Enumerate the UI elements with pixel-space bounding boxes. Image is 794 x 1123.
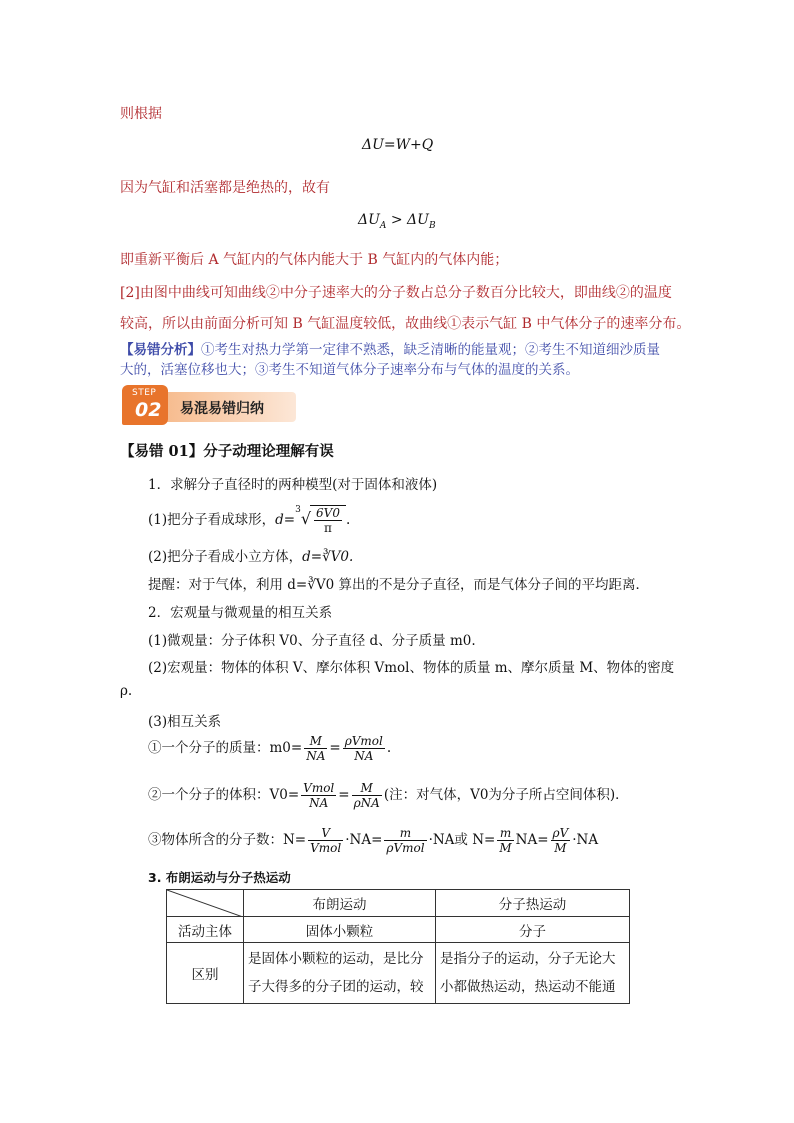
item-line: (2)宏观量：物体的体积 V、摩尔体积 Vmol、物体的质量 m、摩尔质量 M、物体的密度 [148, 660, 675, 676]
fraction-numerator: 6V0 [316, 506, 340, 520]
error-analysis-text: 大的，活塞位移也大；③考生不知道气体分子速率分布与气体的温度的关系。 [120, 362, 579, 378]
fraction-numerator: V [308, 826, 343, 841]
fraction-numerator: ρV [552, 826, 569, 840]
relation-text: NA= [515, 832, 549, 848]
section-heading: 【易错 01】分子动理论理解有误 [120, 443, 334, 460]
fraction [308, 826, 343, 855]
table-cell-line: 小都做热运动，热运动不能通 [440, 979, 616, 995]
item-line: ρ. [120, 683, 133, 699]
fraction-denominator: ρVmol [386, 841, 425, 855]
equation-first-law: ΔU=W+Q [362, 137, 434, 153]
intro-line: 因为气缸和活塞都是绝热的，故有 [120, 180, 330, 196]
item-line-cube [148, 545, 353, 565]
relation-mass: ①一个分子的质量：m0= $\frac{M}{NA}$ = $\frac{\text{ρVmol}}{NA}$ . [148, 734, 392, 763]
eq-term: > ΔU [386, 212, 429, 228]
eq-sub: B [428, 220, 436, 231]
relation-text: ③物体所含的分子数：N= [148, 832, 307, 848]
relation-count [148, 826, 598, 855]
fraction [343, 734, 385, 763]
item-text: (1)把分子看成球形， [148, 512, 276, 528]
table-cell-line: 子大得多的分子团的运动，较 [248, 979, 424, 995]
table-cell: 固体小颗粒 [244, 917, 436, 943]
step-title: 易混易错归纳 [180, 401, 264, 417]
relation-volume: ②一个分子的体积：V0= $\frac{\text{Vmol}}{NA}$ = $\frac{M}{\text{ρNA}}$ (注：对气体，V0为分子所占空间体积)． [148, 781, 629, 810]
item-line: (1)微观量：分子体积 V0、分子直径 d、分子质量 m0. [148, 633, 476, 649]
equation-inequality [358, 212, 436, 231]
intro-line: 较高，所以由前面分析可知 B 气缸温度较低，故曲线①表示气缸 B 中气体分子的速率分布。 [120, 316, 691, 332]
item-line: (3)相互关系 [148, 714, 222, 730]
step-badge [122, 385, 168, 425]
intro-line: [2]由图中曲线可知曲线②中分子速率大的分子数占总分子数百分比较大，即曲线②的温度 [120, 285, 672, 301]
table-header-cell: 分子热运动 [436, 890, 630, 917]
fraction-denominator: NA [354, 749, 374, 763]
table-cell [244, 943, 436, 1004]
diagonal-divider [167, 890, 243, 917]
relation-text: ·NA或 N= [428, 832, 496, 848]
fraction [352, 781, 382, 810]
table-header-cell: 布朗运动 [244, 890, 436, 917]
eq-term: ΔU [358, 212, 380, 228]
fraction-numerator: M [304, 734, 327, 749]
fraction [497, 826, 513, 855]
fraction-denominator: NA [309, 796, 329, 810]
error-analysis [120, 338, 660, 358]
fraction [551, 826, 571, 855]
table-row [167, 890, 630, 917]
intro-line: 则根据 [120, 106, 162, 122]
fraction-numerator: m [497, 826, 513, 841]
item-title: 2．宏观量与微观量的相互关系 [148, 605, 333, 621]
formula: d=∛V0. [302, 549, 354, 565]
fraction-denominator: M [499, 841, 512, 855]
eq-sub: A [379, 220, 387, 231]
table-row-label: 区别 [167, 943, 244, 1004]
item-line-sphere: (1)把分子看成球形，d=$^3$√ $\frac{6V0}{\pi}$ . [148, 505, 351, 535]
fraction-denominator: NA [306, 749, 326, 763]
relation-text: ·NA= [345, 832, 383, 848]
table-cell [436, 943, 630, 1004]
fraction-numerator: ρVmol [344, 734, 383, 748]
relation-text: ·NA [572, 832, 599, 848]
relation-text: ①一个分子的质量：m0= [148, 740, 303, 756]
fraction-numerator: M [352, 781, 382, 796]
table-cell-line: 是指分子的运动，分子无论大 [440, 951, 616, 967]
table-row-label: 活动主体 [167, 917, 244, 943]
fraction [314, 506, 342, 535]
item-title: 3. 布朗运动与分子热运动 [148, 870, 291, 885]
table-corner-cell [167, 890, 244, 917]
step-label: STEP [132, 388, 157, 398]
fraction-denominator: ρNA [353, 796, 380, 810]
comparison-table [166, 889, 630, 1004]
item-text: (2)把分子看成小立方体， [148, 549, 303, 565]
fraction-denominator: M [554, 841, 567, 855]
relation-text: ②一个分子的体积：V0= [148, 787, 300, 803]
error-analysis-text: ①考生对热力学第一定律不熟悉，缺乏清晰的能量观；②考生不知道细沙质量 [201, 342, 660, 358]
fraction-numerator: Vmol [303, 781, 335, 795]
error-analysis-tag: 【易错分析】 [120, 342, 201, 358]
table-row [167, 943, 630, 1004]
item-title: 1．求解分子直径时的两种模型(对于固体和液体) [148, 477, 438, 493]
table-cell: 分子 [436, 917, 630, 943]
fraction [304, 734, 327, 763]
fraction-denominator: π [324, 521, 332, 535]
intro-line: 即重新平衡后 A 气缸内的气体内能大于 B 气缸内的气体内能； [120, 252, 509, 268]
fraction [384, 826, 426, 855]
table-row [167, 917, 630, 943]
formula-lhs: d= [275, 512, 296, 528]
step-number: 02 [135, 399, 162, 421]
table-cell-line: 是固体小颗粒的运动，是比分 [248, 951, 424, 967]
fraction-denominator: Vmol [310, 841, 342, 855]
item-tip: 提醒：对于气体，利用 d=∛V0 算出的不是分子直径，而是气体分子间的平均距离． [148, 577, 649, 593]
relation-note: (注：对气体，V0为分子所占空间体积)． [383, 787, 629, 803]
fraction [301, 781, 336, 810]
fraction-numerator: m [384, 826, 426, 841]
